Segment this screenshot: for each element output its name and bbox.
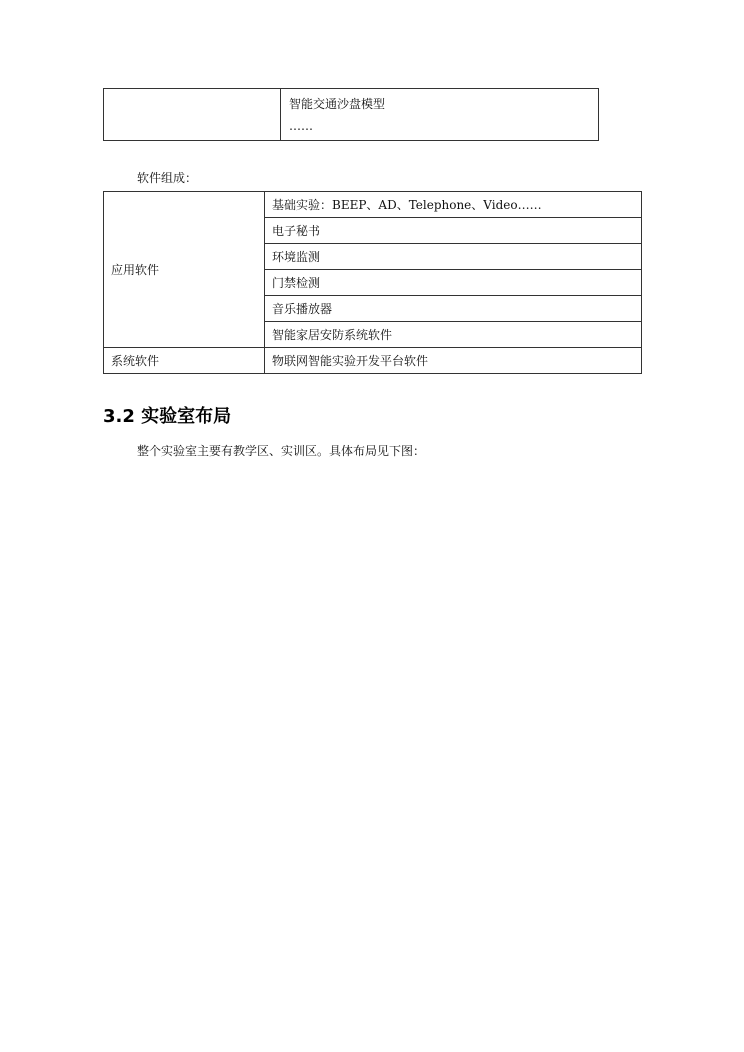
section-heading: 3.2 实验室布局 [103,406,232,427]
table-cell-app-item: 音乐播放器 [265,296,642,322]
table-cell-sys-item: 物联网智能实验开发平台软件 [265,348,642,374]
table-row [104,192,642,218]
software-caption: 软件组成： [137,171,198,185]
section-paragraph: 整个实验室主要有教学区、实训区。具体布局见下图： [137,444,426,458]
table-cell-app-label: 应用软件 [104,192,265,348]
software-table [103,191,642,374]
table-cell-hardware-items [281,89,598,140]
table-cell-app-item: 门禁检测 [265,270,642,296]
table-cell-empty [104,89,281,140]
table-cell-app-item: 基础实验：BEEP、AD、Telephone、Video…… [265,192,642,218]
table-row [104,348,642,374]
table-cell-app-item: 环境监测 [265,244,642,270]
table-cell-app-item: 智能家居安防系统软件 [265,322,642,348]
hardware-item: 智能交通沙盘模型 [289,97,386,111]
table-cell-app-item: 电子秘书 [265,218,642,244]
hardware-item-ellipsis: …… [289,119,313,133]
table-cell-sys-label: 系统软件 [104,348,265,374]
hardware-table-continuation [103,88,599,141]
